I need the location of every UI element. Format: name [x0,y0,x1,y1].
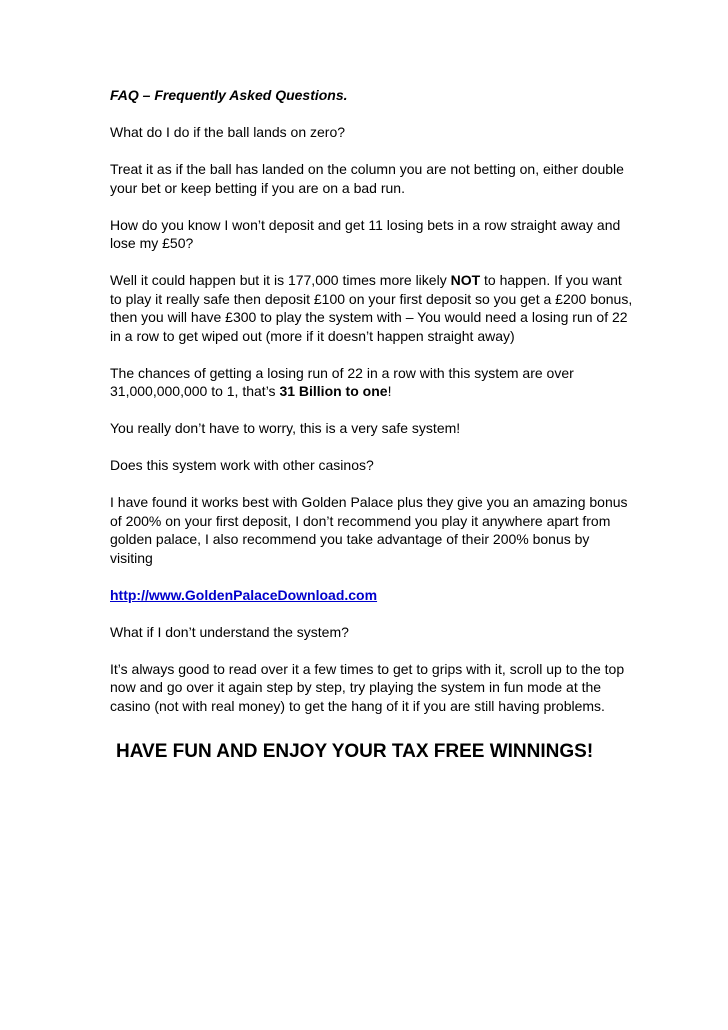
golden-palace-link[interactable]: http://www.GoldenPalaceDownload.com [110,586,378,603]
faq-title: FAQ – Frequently Asked Questions. [110,87,348,103]
odds-paragraph [110,364,635,401]
question-losing-bets: How do you know I won’t deposit and get 11 losing bets in a row straight away and lose my £50? [110,216,621,251]
question-understand: What if I don’t understand the system? [110,623,349,640]
link-paragraph [110,586,635,605]
answer-losing-bets-text-1: Well it could happen but it is 177,000 times more likely [110,272,451,288]
question-zero: What do I do if the ball lands on zero? [110,124,346,140]
document-body [110,86,635,782]
answer-losing-bets-text-2: to happen. If you want to play it really safe then deposit £100 on your first deposit so you get a £200 bonus, then you will have £300 to play the system with – You would need a losing run of 22 in a row to get wiped out (more if it doesn’t happen straight away) [110,272,633,344]
odds-emphasis: 31 Billion to one [279,383,388,399]
question-other-casinos: Does this system work with other casinos? [110,457,374,473]
closing-headline: HAVE FUN AND ENJOY YOUR TAX FREE WINNINGS! [116,741,594,762]
answer-understand: It’s always good to read over it a few times to get to grips with it, scroll up to the top now and go over it again step by step, try playing the system in fun mode at the casino (not with real money) to get the hang of it if you are still having problems. [110,660,625,714]
answer-losing-bets [110,271,635,345]
answer-other-casinos: I have found it works best with Golden Palace plus they give you an amazing bonus of 200% on your first deposit, I don’t recommend you play it anywhere apart from golden palace, I also recommend you take advantage of their 200% bonus by visiting [110,494,628,566]
odds-text-2: ! [387,383,392,399]
safe-system-note: You really don’t have to worry, this is a very safe system! [110,420,461,436]
answer-zero: Treat it as if the ball has landed on the column you are not betting on, either double your bet or keep betting if you are on a bad run. [110,161,624,196]
answer-losing-bets-emphasis: NOT [450,272,481,288]
odds-text-1: The chances of getting a losing run of 22 in a row with this system are over 31,000,000,000 to 1, that’s [110,364,574,399]
